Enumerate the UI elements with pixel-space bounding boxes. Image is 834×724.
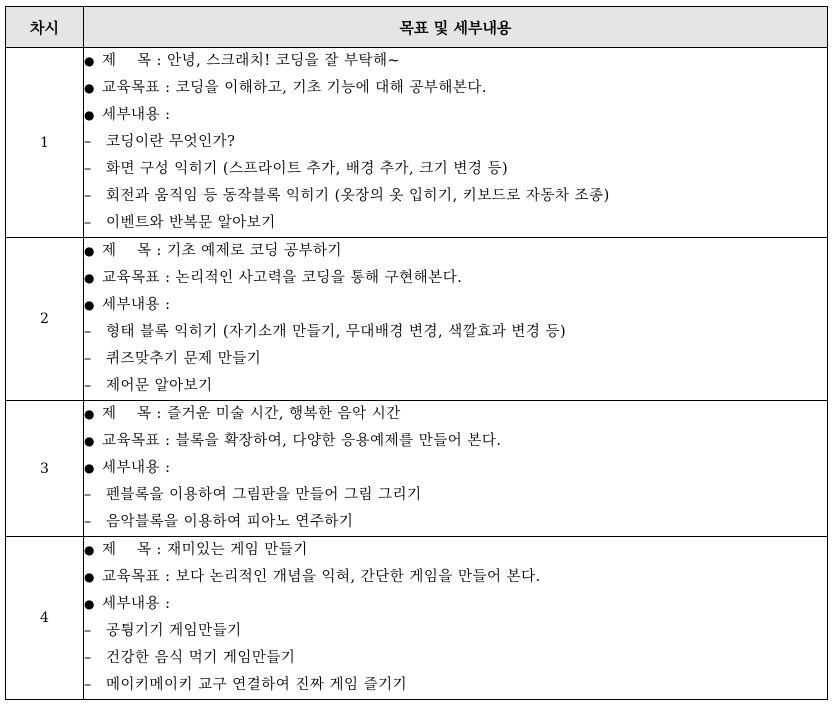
bullet-icon: ● (84, 298, 95, 312)
bullet-icon: ● (84, 407, 95, 421)
detail-item (84, 183, 827, 210)
header-row (6, 7, 828, 48)
detail-text: 퀴즈맞추기 문제 만들기 (106, 351, 262, 367)
detail-text: 건강한 음식 먹기 게임만들기 (106, 650, 296, 666)
table-row (6, 48, 828, 238)
detail-item (84, 645, 827, 672)
title-line (84, 537, 827, 564)
goal-label: 교육목표 (102, 433, 161, 449)
title-label: 제 목 (102, 542, 152, 558)
dash-icon: – (84, 351, 92, 367)
dash-icon: – (84, 677, 92, 693)
detail-text: 제어문 알아보기 (106, 378, 213, 394)
detail-item (84, 373, 827, 400)
bullet-icon: ● (84, 81, 95, 95)
separator: : (160, 433, 176, 449)
detail-text: 코딩이란 무엇인가? (106, 134, 236, 150)
detail-label: 세부내용 : (102, 596, 171, 612)
detail-text: 공튕기기 게임만들기 (106, 623, 242, 639)
session-number: 2 (6, 238, 84, 401)
detail-label: 세부내용 : (102, 107, 171, 123)
bullet-icon: ● (84, 543, 95, 557)
detail-text: 음악블록을 이용하여 피아노 연주하기 (106, 514, 354, 530)
bullet-icon: ● (84, 54, 95, 68)
detail-item (84, 482, 827, 509)
detail-text: 펜블록을 이용하여 그림판을 만들어 그림 그리기 (106, 487, 422, 503)
table-body (6, 48, 828, 700)
session-content (84, 238, 828, 401)
title-label: 제 목 (102, 53, 152, 69)
table-row (6, 537, 828, 700)
dash-icon: – (84, 188, 92, 204)
session-number: 3 (6, 401, 84, 537)
title-value: 즐거운 미술 시간, 행복한 음악 시간 (167, 406, 401, 422)
goal-value: 코딩을 이해하고, 기초 기능에 대해 공부해본다. (175, 80, 488, 96)
detail-text: 회전과 움직임 등 동작블록 익히기 (옷장의 옷 입히기, 키보드로 자동차 조종) (106, 188, 610, 204)
detail-label: 세부내용 : (102, 460, 171, 476)
title-label: 제 목 (102, 243, 152, 259)
bullet-icon: ● (84, 434, 95, 448)
detail-item (84, 156, 827, 183)
detail-line (84, 292, 827, 319)
separator: : (151, 542, 168, 558)
goal-value: 논리적인 사고력을 코딩을 통해 구현해본다. (175, 270, 463, 286)
detail-line (84, 455, 827, 482)
dash-icon: – (84, 487, 92, 503)
detail-text: 형태 블록 익히기 (자기소개 만들기, 무대배경 변경, 색깔효과 변경 등) (106, 324, 567, 340)
title-line (84, 238, 827, 265)
goal-line (84, 75, 827, 102)
separator: : (160, 270, 176, 286)
dash-icon: – (84, 161, 92, 177)
bullet-icon: ● (84, 461, 95, 475)
title-value: 기초 예제로 코딩 공부하기 (167, 243, 342, 259)
bullet-icon: ● (84, 244, 95, 258)
detail-item (84, 346, 827, 373)
bullet-icon: ● (84, 597, 95, 611)
dash-icon: – (84, 215, 92, 231)
title-line (84, 401, 827, 428)
session-number: 4 (6, 537, 84, 700)
goal-label: 교육목표 (102, 80, 161, 96)
curriculum-table (5, 6, 828, 700)
separator: : (160, 569, 176, 585)
title-label: 제 목 (102, 406, 152, 422)
detail-item (84, 509, 827, 536)
detail-label: 세부내용 : (102, 297, 171, 313)
goal-line (84, 265, 827, 292)
title-line (84, 48, 827, 75)
bullet-icon: ● (84, 108, 95, 122)
detail-text: 화면 구성 익히기 (스프라이트 추가, 배경 추가, 크기 변경 등) (106, 161, 509, 177)
header-session: 차시 (6, 7, 84, 48)
dash-icon: – (84, 623, 92, 639)
bullet-icon: ● (84, 570, 95, 584)
session-content (84, 48, 828, 238)
separator: : (151, 53, 168, 69)
dash-icon: – (84, 324, 92, 340)
detail-line (84, 102, 827, 129)
separator: : (151, 243, 168, 259)
goal-value: 블록을 확장하여, 다양한 응용예제를 만들어 본다. (175, 433, 502, 449)
goal-line (84, 564, 827, 591)
goal-label: 교육목표 (102, 569, 161, 585)
dash-icon: – (84, 514, 92, 530)
goal-value: 보다 논리적인 개념을 익혀, 간단한 게임을 만들어 본다. (175, 569, 541, 585)
title-value: 안녕, 스크래치! 코딩을 잘 부탁해~ (167, 53, 401, 69)
detail-item (84, 210, 827, 237)
table-row (6, 238, 828, 401)
dash-icon: – (84, 650, 92, 666)
dash-icon: – (84, 134, 92, 150)
separator: : (160, 80, 176, 96)
goal-line (84, 428, 827, 455)
detail-item (84, 672, 827, 699)
detail-line (84, 591, 827, 618)
session-number: 1 (6, 48, 84, 238)
title-value: 재미있는 게임 만들기 (167, 542, 308, 558)
session-content (84, 401, 828, 537)
bullet-icon: ● (84, 271, 95, 285)
session-content (84, 537, 828, 700)
detail-text: 메이키메이키 교구 연결하여 진짜 게임 즐기기 (106, 677, 408, 693)
separator: : (151, 406, 168, 422)
detail-item (84, 618, 827, 645)
detail-item (84, 319, 827, 346)
dash-icon: – (84, 378, 92, 394)
detail-text: 이벤트와 반복문 알아보기 (106, 215, 276, 231)
table-row (6, 401, 828, 537)
header-content: 목표 및 세부내용 (84, 7, 828, 48)
detail-item (84, 129, 827, 156)
goal-label: 교육목표 (102, 270, 161, 286)
